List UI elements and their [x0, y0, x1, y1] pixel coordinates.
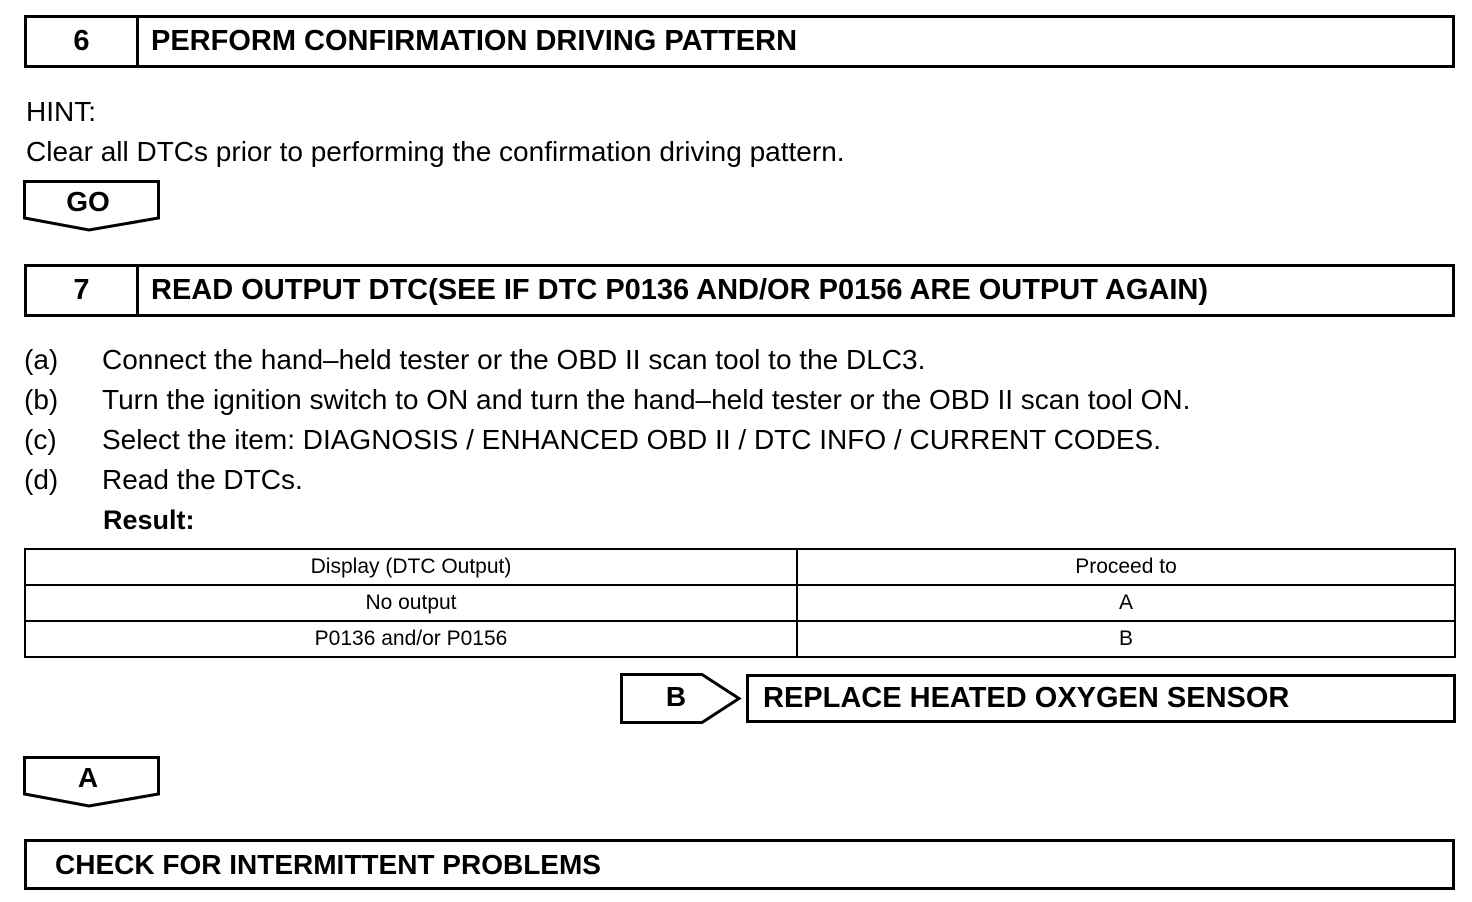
table-row [25, 621, 1455, 657]
result-table [24, 548, 1456, 658]
list-item [24, 346, 925, 374]
list-item [24, 386, 1190, 414]
b-branch-arrow [620, 673, 742, 724]
list-text: Connect the hand–held tester or the OBD II scan tool to the DLC3. [102, 344, 926, 375]
step-6-number: 6 [27, 18, 139, 65]
a-label: A [77, 762, 99, 793]
step-7-title: READ OUTPUT DTC(SEE IF DTC P0136 AND/OR P0156 ARE OUTPUT AGAIN) [151, 274, 1209, 306]
list-marker: (d) [24, 464, 59, 495]
list-text: Select the item: DIAGNOSIS / ENHANCED OBD II / DTC INFO / CURRENT CODES. [102, 424, 1161, 455]
b-branch-label: B [665, 681, 687, 712]
step-7-number: 7 [27, 267, 139, 314]
table-header-row [25, 549, 1455, 585]
a-tag [23, 756, 160, 808]
replace-sensor-box: REPLACE HEATED OXYGEN SENSOR [746, 674, 1456, 723]
list-text: Turn the ignition switch to ON and turn the hand–held tester or the OBD II scan tool ON. [102, 384, 1191, 415]
table-row [25, 585, 1455, 621]
hint-text: Clear all DTCs prior to performing the confirmation driving pattern. [26, 136, 845, 167]
step-6-title: PERFORM CONFIRMATION DRIVING PATTERN [151, 25, 798, 57]
go-tag [23, 180, 160, 232]
table-cell: No output [25, 585, 797, 621]
step-6-header [24, 15, 1455, 68]
hint-label: HINT: [26, 96, 96, 127]
check-intermittent-box: CHECK FOR INTERMITTENT PROBLEMS [24, 839, 1455, 890]
list-marker: (b) [24, 384, 59, 415]
go-label: GO [66, 186, 110, 217]
list-item [24, 466, 303, 494]
table-cell: B [797, 621, 1455, 657]
result-label: Result: [103, 505, 195, 535]
table-cell: P0136 and/or P0156 [25, 621, 797, 657]
table-header-cell: Display (DTC Output) [25, 549, 797, 585]
table-header-cell: Proceed to [797, 549, 1455, 585]
list-text: Read the DTCs. [102, 464, 303, 495]
list-marker: (a) [24, 344, 59, 375]
table-cell: A [797, 585, 1455, 621]
list-item [24, 426, 1161, 454]
list-marker: (c) [24, 424, 57, 455]
step-7-header [24, 264, 1455, 317]
